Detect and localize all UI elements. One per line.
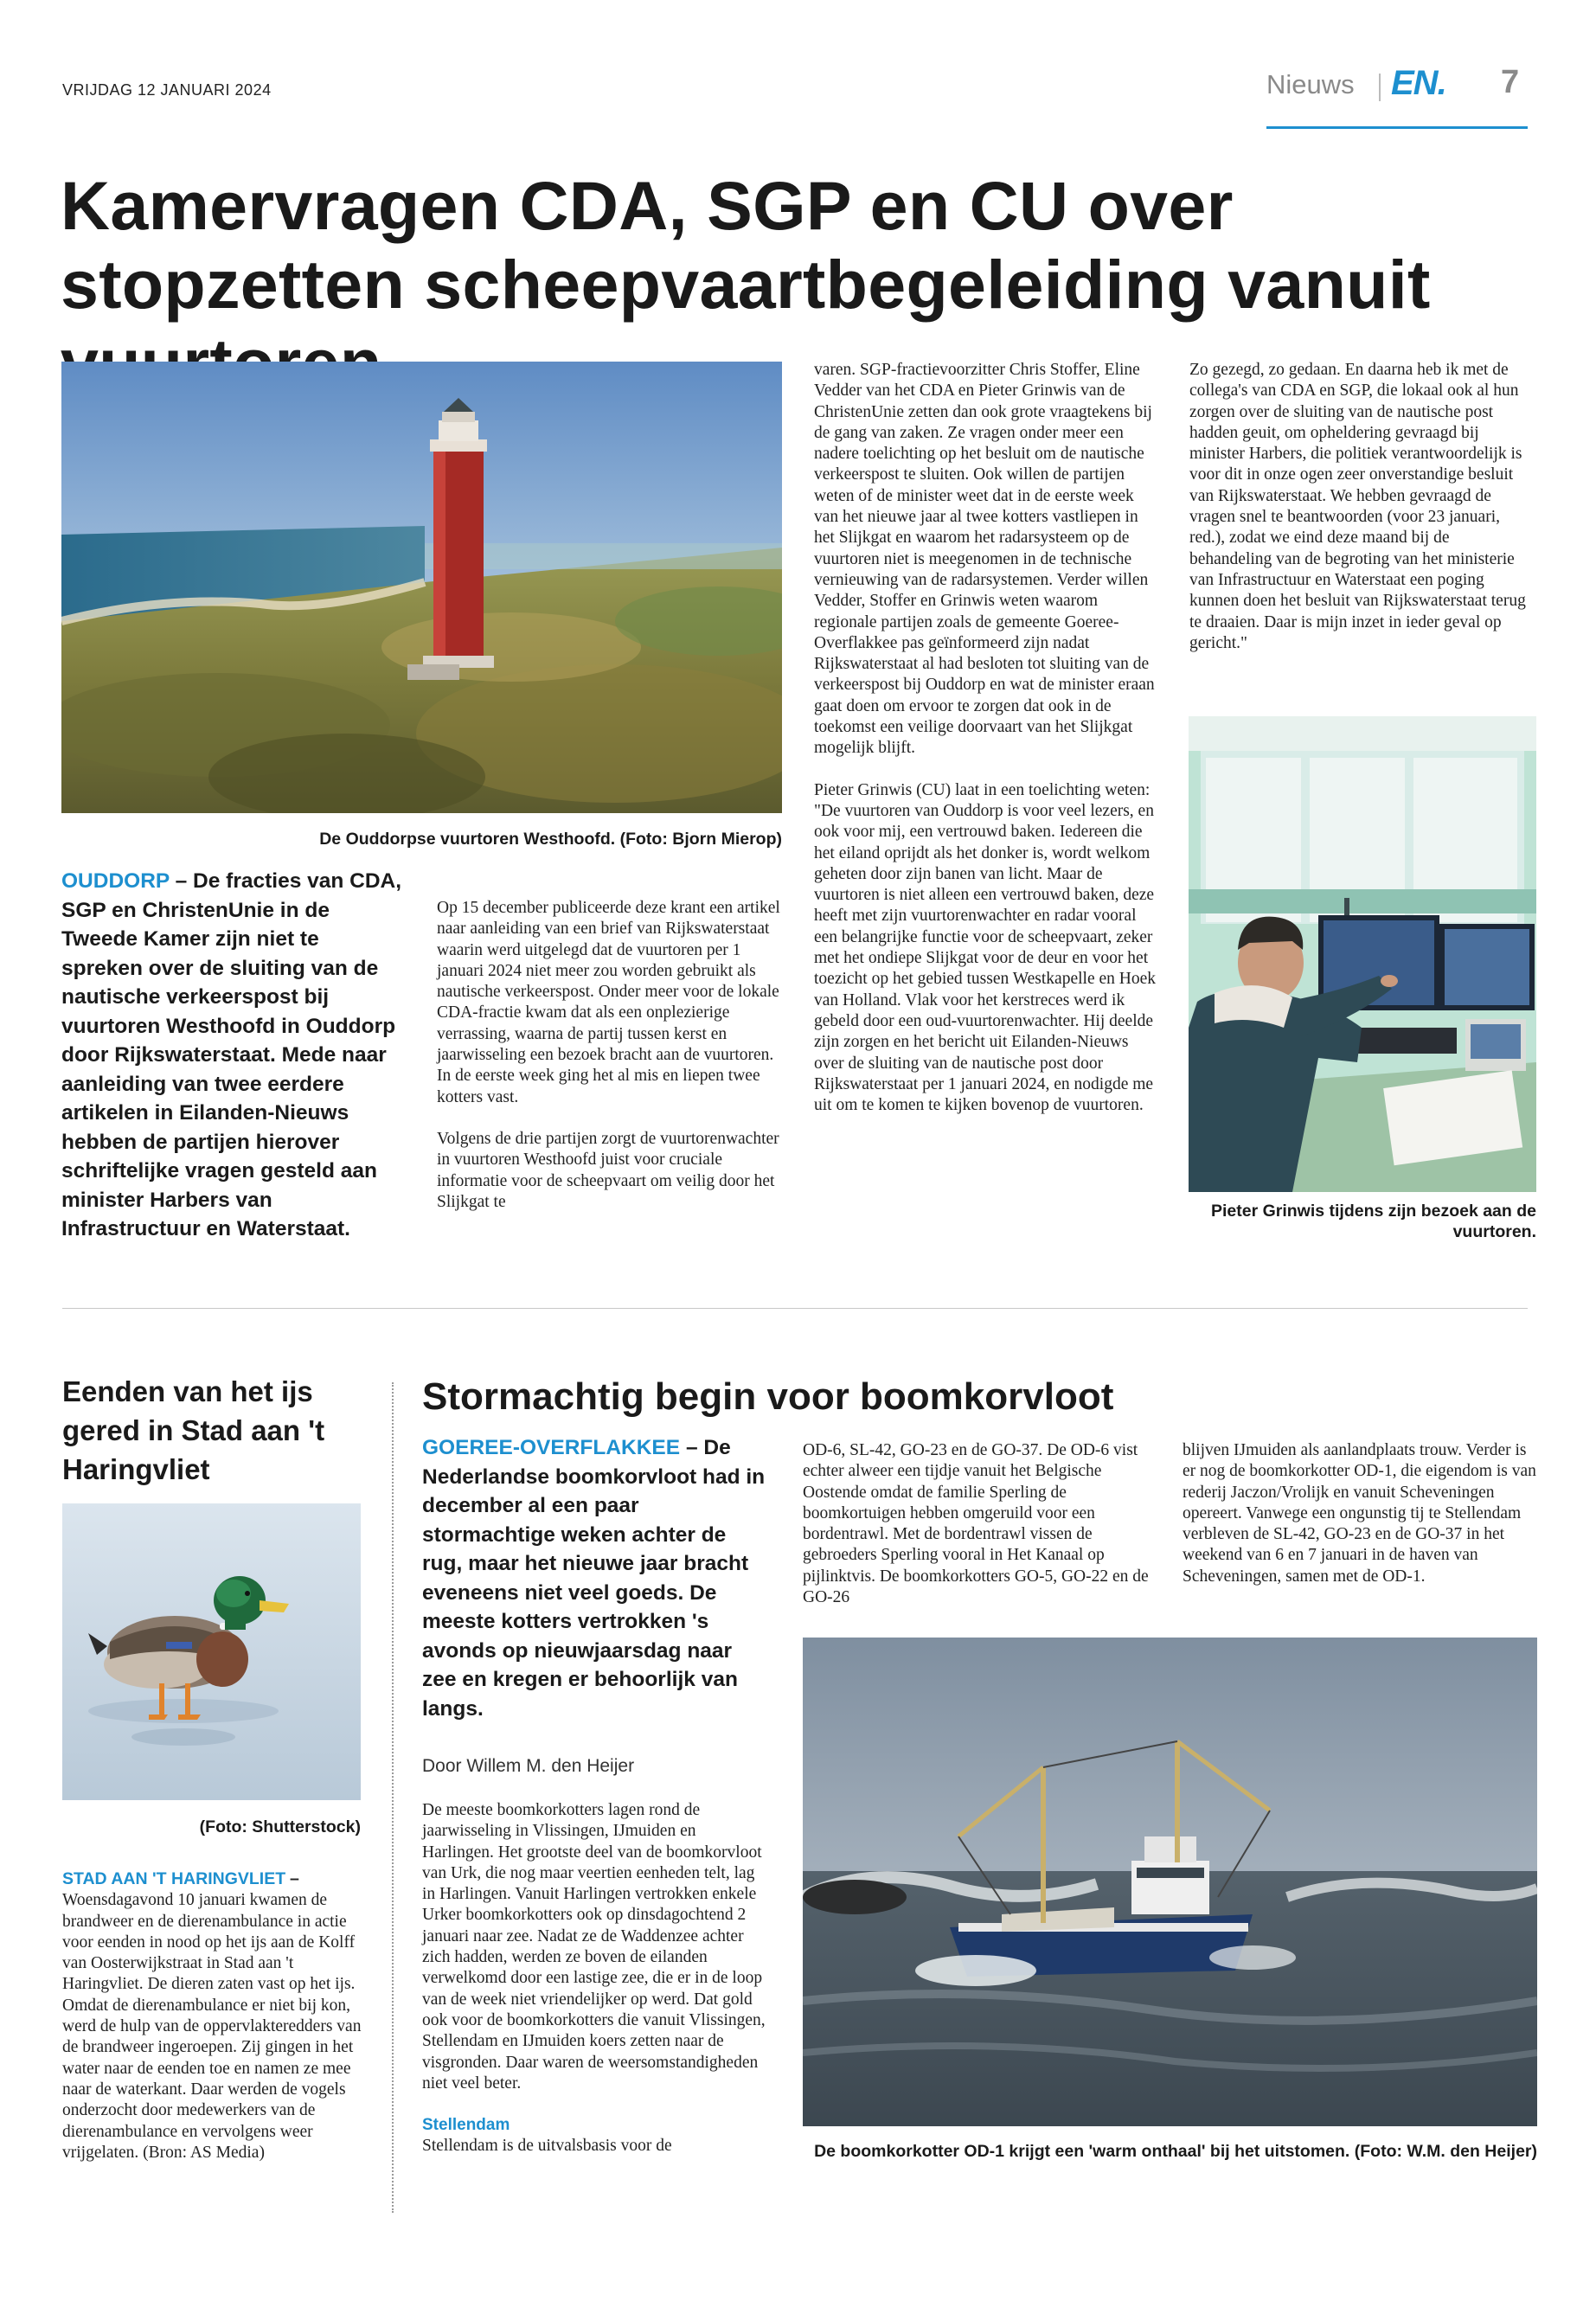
article2-text: Woensdagavond 10 januari kwamen de brandweer en de dierenambulance in actie voor eenden in nood op het ijs aan de Kolff van Oosterwijkstraat in Stad aan 't Haringvliet. De dieren zaten vast op het ijs. Omdat de dierenambulance er niet bij kon, werd de hulp van de oppervlakteredders van de brandweer ingeroepen. Zij gingen in het water naar de eenden toe en namen ze mee naar de waterkant. Daar werden de vogels onderzocht door medewerkers van de dierenambulance en vervolgens weer vrijgelaten. (Bron: AS Media) — [62, 1891, 362, 2162]
trawler-photo — [803, 1638, 1537, 2126]
article1-col2-p1: Op 15 december publiceerde deze krant een artikel naar aanleiding van een brief van Rijkswaterstaat waarin werd uitgelegd dat de vuurtoren per 1 januari 2024 niet meer zou worden gebruikt als nautische verkeerspost. Onder meer voor de lokale CDA-fractie kwam dat als een onplezierige verrassing, waarna de partij tussen kerst en jaarwisseling een bezoek bracht aan de vuurtoren. In de eerste week ging het al mis en liepen twee kotters vast. — [437, 899, 780, 1106]
article1-headline: Kamervragen CDA, SGP en CU over stopzetten scheepvaartbegeleiding vanuit — [61, 167, 1431, 323]
newspaper-logo: EN. — [1391, 64, 1446, 102]
article3-lead — [422, 1433, 768, 1723]
column-separator — [392, 1382, 394, 2213]
page-number: 7 — [1501, 64, 1520, 100]
article2-dateline: STAD AAN 'T HARINGVLIET — [62, 1869, 286, 1888]
article3-column2 — [803, 1440, 1149, 1608]
header-divider — [1379, 74, 1381, 101]
article3-headline: Stormachtig begin voor boomkorvloot — [422, 1375, 1114, 1418]
article1-column3 — [814, 360, 1160, 1116]
article3-col3-body: blijven IJmuiden als aanlandplaats trouw. Verder is er nog de boomkorkotter OD-1, die eigendom is van rederij Jaczon/Vrolijk en vanuit Scheveningen opereert. Vanwege een ongunstig tij te Stellendam verbleven de SL-42, GO-23 en de GO-37 in het weekend van 6 en 7 januari in de haven van Scheveningen, samen met de OD-1. — [1183, 1441, 1536, 1586]
trawler-caption: De boomkorkotter OD-1 krijgt een 'warm onthaal' bij het uitstomen. (Foto: W.M. den Heijer) — [814, 2142, 1537, 2161]
article1-col3-p2: Pieter Grinwis (CU) laat in een toelichting weten: "De vuurtoren van Ouddorp is voor veel lezers, en ook voor mij, een vertrouwd baken. Iedereen die het eiland oprijdt als het donker is, wordt welkom geheten door zijn banen van licht. Maar de vuurtoren is niet alleen een vertrouwd baken, deze heeft met zijn vuurtorenwachter en radar vooral een belangrijke functie voor de scheepvaart, zeker met het ondiepe Slijkgat voor de deur en voor het toezicht op het gebied tussen Westkapelle en Hoek van Holland. Vlak voor het kerstreces werd ik gebeld door een oud-vuurtorenwachter. Hij deelde zijn zorgen en het bericht uit Eilanden-Nieuws over de sluiting van de nautische post door Rijkswaterstaat per 1 januari 2024, en nodigde me uit om te komen te kijken bovenop de vuurtoren. — [814, 780, 1156, 1115]
lighthouse-caption: De Ouddorpse vuurtoren Westhoofd. (Foto: Bjorn Mierop) — [319, 830, 782, 849]
article1-column2 — [437, 898, 783, 1213]
article1-col2-p2: Volgens de drie partijen zorgt de vuurtorenwachter in vuurtoren Westhoofd juist voor cruciale informatie voor de scheepvaart om veilig door het Slijkgat te — [437, 1129, 779, 1211]
grinwis-photo — [1189, 716, 1536, 1192]
duck-photo — [62, 1503, 361, 1800]
section-label: Nieuws — [1266, 69, 1355, 99]
article3-dateline: GOEREE-OVERFLAKKEE — [422, 1436, 681, 1459]
duck-caption: (Foto: Shutterstock) — [199, 1817, 361, 1836]
article1-dateline: OUDDORP — [61, 869, 170, 893]
article1-lead-text: – De fracties van CDA, SGP en ChristenUnie in de Tweede Kamer zijn niet te spreken over de sluiting van de nautische verkeerspost bij vuurtoren Westhoofd in Ouddorp door Rijkswaterstaat. Mede naar aanleiding van twee eerdere artikelen in Eilanden-Nieuws hebben de partijen hierover schriftelijke vragen gesteld aan minister Harbers van Infrastructuur en Waterstaat. — [61, 869, 402, 1240]
article3-byline: Door Willem M. den Heijer — [422, 1756, 635, 1776]
article2-dash: – — [290, 1869, 299, 1888]
article2-body — [62, 1868, 365, 2163]
lighthouse-photo — [61, 362, 782, 813]
article1-col4-p1: Zo gezegd, zo gedaan. En daarna heb ik met de collega's van CDA en SGP, die lokaal ook al hun zorgen over de sluiting van de nautische post hadden geuit, om opheldering gevraagd bij minister Harbers, die politiek verantwoordelijk is voor dit in onze ogen zeer onverstandige besluit van Rijkswaterstaat. We hebben gevraagd de vragen snel te beantwoorden (voor 23 januari, red.), zodat we eind deze maand bij de behandeling van de begroting van het ministerie van Infrastructuur en Waterstaat een poging kunnen doen het besluit van Rijkswaterstaat terug te draaien. Daar is mijn inzet in ieder geval op gericht." — [1189, 361, 1526, 652]
article1-column4 — [1189, 360, 1535, 654]
header-rule — [1266, 126, 1528, 129]
article1-lead — [61, 867, 403, 1244]
article2-headline: Eenden van het ijs gered in Stad aan 't Haringvliet — [62, 1375, 325, 1485]
grinwis-caption: Pieter Grinwis tijdens zijn bezoek aan de vuurtoren. — [1210, 1202, 1536, 1241]
article1-col3-p1: varen. SGP-fractievoorzitter Chris Stoffer, Eline Vedder van het CDA en Pieter Grinwis van de ChristenUnie zetten dan ook grote vraagtekens bij de gang van zaken. Ze vragen onder meer een nadere toelichting op het besluit om de nautische verkeerspost te sluiten. Ook willen de partijen weten of de minister weet dat in de eerste week van het nieuwe jaar al twee kotters vastliepen in het Slijkgat en waarom het radarsysteem op de vuurtoren niet is meegenomen in de technische vernieuwing van de radarsystemen. Verder willen Vedder, Stoffer en Grinwis weten waarom regionale partijen zoals de gemeente Goeree-Overflakkee pas geïnformeerd zijn nadat Rijkswaterstaat al had besloten tot sluiting van de verkeerspost bij Ouddorp en wat de minister eraan gaat doen om ervoor te zorgen dat ook in de toekomst een veilige doorvaart van het Slijkgat mogelijk blijft. — [814, 361, 1155, 758]
article3-col1-after: Stellendam is de uitvalsbasis voor de — [422, 2137, 672, 2156]
article3-col2-body: OD-6, SL-42, GO-23 en de GO-37. De OD-6 vist echter alweer een tijdje vanuit het Belgische Oostende omdat de familie Sperling de boomkortuigen hebben omgeruild voor een bordentrawl. Met de bordentrawl vissen de gebroeders Sperling vooral in Het Kanaal op pijlinktvis. De boomkorkotters GO-5, GO-22 en de GO-26 — [803, 1441, 1149, 1607]
article3-column1 — [422, 1800, 768, 2157]
section-divider — [62, 1308, 1528, 1309]
article3-column3 — [1183, 1440, 1537, 1587]
page-date: VRIJDAG 12 JANUARI 2024 — [62, 81, 272, 99]
article3-col1-body: De meeste boomkorkotters lagen rond de jaarwisseling in Vlissingen, IJmuiden en Harlingen. Het grootste deel van de boomkorvloot van Urk, die nog maar veertien eenheden telt, lag in Harlingen. Vanuit Harlingen vertrokken enkele Urker boomkorkotters ook op dinsdagochtend 2 januari naar zee. Nadat ze de Waddenzee achter zich hadden, werden ze boven de eilanden verwelkomd door een lastige zee, die er in de loop van de week niet vriendelijker op werd. Dat gold ook voor de boomkorkotters die vanuit Vlissingen, Stellendam en IJmuiden koers zetten naar de visgronden. Daar waren de weersomstandigheden niet veel beter. — [422, 1801, 766, 2093]
article3-subhead: Stellendam — [422, 2116, 510, 2135]
article3-lead-text: – De Nederlandse boomkorvloot had in december al een paar stormachtige weken achter de rug, maar het nieuwe jaar bracht eveneens niet veel goeds. De meeste kotters vertrokken 's avonds op nieuwjaarsdag naar zee en kregen er behoorlijk van langs. — [422, 1436, 766, 1721]
